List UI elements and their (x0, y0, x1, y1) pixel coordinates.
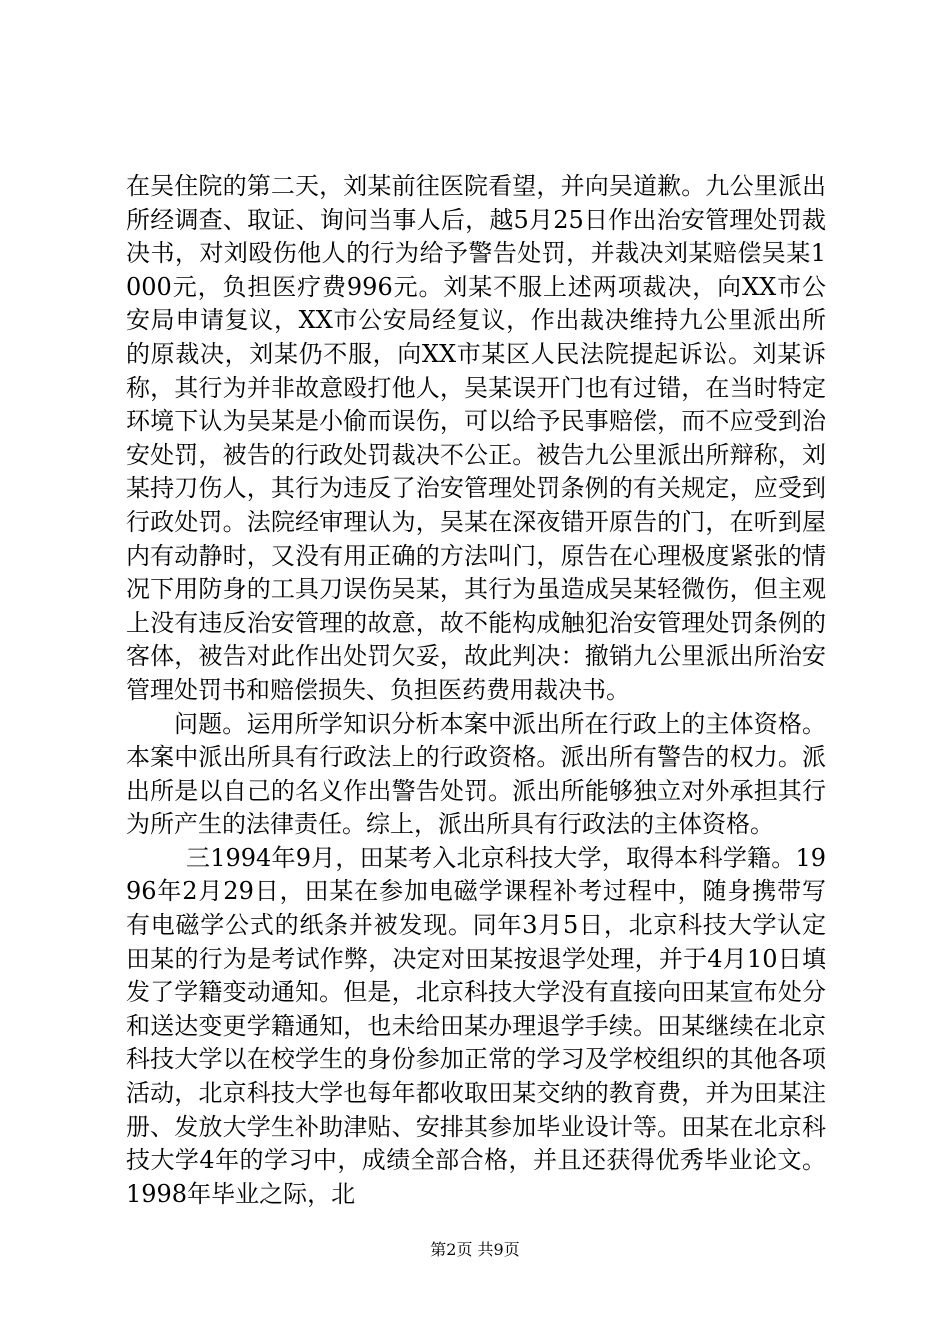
page-footer: 第2页 共9页 (430, 1240, 520, 1259)
paragraph-case-facts: 在吴住院的第二天，刘某前往医院看望，并向吴道歉。九公里派出所经调查、取证、询问当事人后，越5月25日作出治安管理处罚裁决书，对刘殴伤他人的行为给予警告处罚，并裁决刘某赔偿吴某1000元，负担医疗费996元。刘某不服上述两项裁决，向XX市公安局申请复议，XX市公安局经复议，作出裁决维持九公里派出所的原裁决，刘某仍不服，向XX市某区人民法院提起诉讼。刘某诉称，其行为并非故意殴打他人，吴某误开门也有过错，在当时特定环境下认为吴某是小偷而误伤，可以给予民事赔偿，而不应受到治安处罚，被告的行政处罚裁决不公正。被告九公里派出所辩称，刘某持刀伤人，其行为违反了治安管理处罚条例的有关规定，应受到行政处罚。法院经审理认为，吴某在深夜错开原告的门，在听到屋内有动静时，又没有用正确的方法叫门，原告在心理极度紧张的情况下用防身的工具刀误伤吴某，其行为虽造成吴某轻微伤，但主观上没有违反治安管理的故意，故不能构成触犯治安管理处罚条例的客体，被告对此作出处罚欠妥，故此判决：撤销九公里派出所治安管理处罚书和赔偿损失、负担医药费用裁决书。 (126, 172, 826, 704)
document-body (126, 170, 826, 1211)
paragraph-question: 问题。运用所学知识分析本案中派出所在行政上的主体资格。本案中派出所具有行政法上的行政资格。派出所有警告的权力。派出所是以自己的名义作出警告处罚。派出所能够独立对外承担其行为所产生的法律责任。综上，派出所具有行政法的主体资格。 (126, 709, 826, 839)
paragraph-case-three: 三1994年9月，田某考入北京科技大学，取得本科学籍。1996年2月29日，田某在参加电磁学课程补考过程中，随身携带写有电磁学公式的纸条并被发现。同年3月5日，北京科技大学认定田某的行为是考试作弊，决定对田某按退学处理，并于4月10日填发了学籍变动通知。但是，北京科技大学没有直接向田某宣布处分和送达变更学籍通知，也未给田某办理退学手续。田某继续在北京科技大学以在校学生的身份参加正常的学习及学校组织的其他各项活动，北京科技大学也每年都收取田某交纳的教育费，并为田某注册、发放大学生补助津贴、安排其参加毕业设计等。田某在北京科技大学4年的学习中，成绩全部合格，并且还获得优秀毕业论文。1998年毕业之际，北 (126, 843, 826, 1208)
